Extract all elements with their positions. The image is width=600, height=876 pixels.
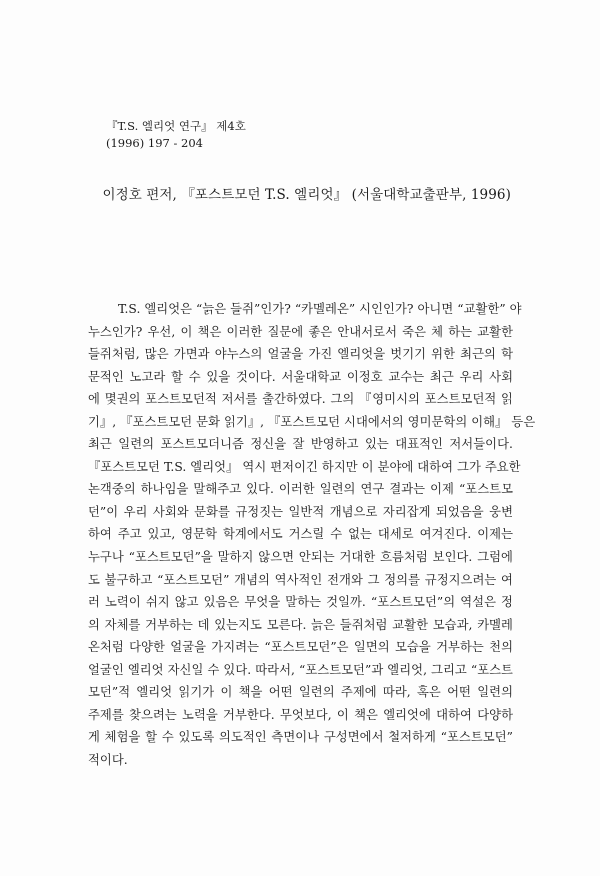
body-line: 얼굴인 엘리엇 자신일 수 있다. 따라서, “포스트모던”과 엘리엇, 그리고 “포스트 [88, 662, 513, 677]
review-title: 이정호 편저, 『포스트모던 T.S. 엘리엇』 (서울대학교출판부, 1996) [102, 187, 511, 203]
body-line: 에 몇권의 포스트모던적 저서를 출간하였다. 그의 『영미시의 포스트모던적 읽 [88, 392, 513, 407]
journal-header [106, 118, 246, 152]
body-line: 의 자체를 거부하는 데 있는지도 모른다. 늙은 들쥐처럼 교활한 모습과, 카멜레 [88, 617, 513, 632]
body-line: 기』, 『포스트모던 문화 읽기』, 『포스트모던 시대에서의 영미문학의 이해』 등은 [88, 414, 536, 429]
journal-pages-line: (1996) 197 - 204 [106, 136, 203, 150]
body-line: 누구나 “포스트모던”을 말하지 않으면 안되는 거대한 흐름처럼 보인다. 그럼에 [88, 550, 513, 565]
body-line: 도 불구하고 “포스트모던” 개념의 역사적인 전개와 그 정의를 규정지으려는 여 [88, 572, 513, 587]
body-line: 누스인가? 우선, 이 책은 이러한 질문에 좋은 안내서로서 죽은 체 하는 교활한 [88, 324, 513, 339]
body-line: 러 노력이 쉬지 않고 있음은 무엇을 말하는 것일까. “포스트모던”의 역설은 정 [88, 595, 513, 610]
body-line: 던”이 우리 사회와 문화를 규정짓는 일반적 개념으로 자리잡게 되었음을 웅변 [88, 504, 513, 519]
body-line: 『포스트모던 T.S. 엘리엇』 역시 편저이긴 하지만 이 분야에 대하여 그가 주요한 [88, 459, 521, 474]
body-line: 들쥐처럼, 많은 가면과 야누스의 얼굴을 가진 엘리엇을 벗기기 위한 최근의 학 [88, 347, 513, 362]
body-line: 게 체험을 할 수 있도록 의도적인 측면이나 구성면에서 철저하게 “포스트모던” [88, 730, 513, 745]
body-line: 최근 일련의 포스트모더니즘 정신을 잘 반영하고 있는 대표적인 저서들이다. [88, 437, 513, 452]
review-body [88, 298, 536, 771]
journal-title-line: 『T.S. 엘리엇 연구』 제4호 [106, 119, 246, 133]
body-line-last: 적이다. [88, 752, 128, 767]
body-line: T.S. 엘리엇은 “늙은 들쥐”인가? “카멜레온” 시인인가? 아니면 “교활한” 야 [118, 302, 522, 316]
body-line: 주제를 찾으려는 노력을 거부한다. 무엇보다, 이 책은 엘리엇에 대하여 다양하 [88, 707, 513, 722]
body-line: 모던”적 엘리엇 읽기가 이 책을 어떤 일련의 주제에 따라, 혹은 어떤 일련의 [88, 685, 513, 700]
body-line: 논객중의 하나임을 말해주고 있다. 이러한 일련의 연구 결과는 이제 “포스트모 [88, 482, 513, 497]
body-line: 문적인 노고라 할 수 있을 것이다. 서울대학교 이정호 교수는 최근 우리 사회 [88, 369, 513, 384]
body-line: 온처럼 다양한 얼굴을 가지려는 “포스트모던”은 일면의 모습을 거부하는 천의 [88, 640, 513, 655]
body-line: 하여 주고 있고, 영문학 학계에서도 거스릴 수 없는 대세로 여겨진다. 이제는 [88, 527, 513, 542]
